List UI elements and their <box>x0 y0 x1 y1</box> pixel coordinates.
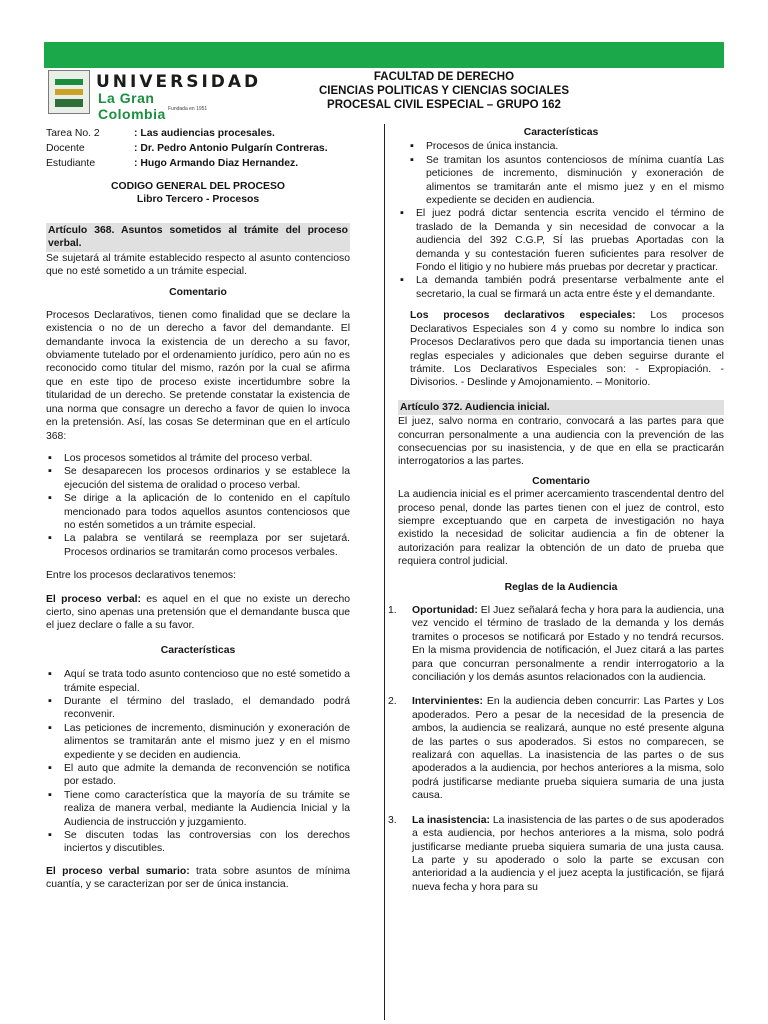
special-processes-label: Los procesos declarativos especiales: <box>410 310 636 322</box>
list-item: ▪ Se desaparecen los procesos ordinarios y se establece la ejecución del sistema de oralidad o proceso verbal. <box>46 465 350 492</box>
university-logo <box>48 70 262 122</box>
list-item: ▪ La palabra se ventilará se reemplaza por ser sujetará. Procesos ordinarios se tramitarán como procesos verbales. <box>46 532 350 559</box>
characteristics-heading: Características <box>160 644 236 656</box>
meta-row <box>46 141 350 156</box>
university-crest-icon <box>48 70 90 114</box>
article-368-title: Artículo 368. Asuntos sometidos al trámite del proceso verbal. <box>46 223 350 252</box>
rule-text: El Juez señalará fecha y hora para la audiencia, una vez vencido el término de traslado de la demanda y los demás tramites o procesos se notificará por Estado y no tendrá recursos. En la misma providencia de notificación, el Juez citará a las partes para que concurran personalmente a rendir interrogatorio a la conciliación y los demás asuntos relacionados con la audiencia. <box>412 605 724 684</box>
summary-extra-bullets <box>398 207 724 301</box>
list-item: ▪ Los procesos sometidos al trámite del proceso verbal. <box>46 452 350 465</box>
list-item: ▪ Se tramitan los asuntos contenciosos de mínima cuantía Las peticiones de incremento, disminución y exoneración de alimentos se tramitarán ante el mismo juez y en el mismo expediente se deciden en audiencia. <box>398 154 724 208</box>
rule-text: En la audiencia deben concurrir: Las Partes y Los apoderados. Pero a pesar de la necesidad de la presencia de ambos, la audiencia se realizará, aunque no esté presente alguna de las partes o sus apoderados. Si estos no comparecen, se realizará con aquellas. La inasistencia de las partes o de sus apoderados a la audiencia, por hechos anteriores a la misma, solo podrá justificarse mediante prueba siquiera sumaria de una justa causa. <box>412 696 724 802</box>
rule-number: 1. <box>388 605 397 616</box>
rule-number: 3. <box>388 814 397 826</box>
header-green-bar <box>44 42 724 68</box>
article-372-text: El juez, salvo norma en contrario, convocará a las partes para que concurran personalmente a una audiencia con la prevención de las consecuencias por su inasistencia, y de que en ella se practicarán interrogatorios a las partes. <box>398 416 724 468</box>
audience-rules-list <box>388 604 724 894</box>
verbal-process-paragraph <box>46 593 350 633</box>
list-item: ▪ Se dirige a la aplicación de lo contenido en el capítulo mencionado para todos aquellos asuntos contenciosos que no estén sometidos a un trámite especial. <box>46 492 350 532</box>
rule-item <box>388 814 724 894</box>
summary-characteristics-bullets <box>398 140 724 207</box>
meta-key: Estudiante <box>46 158 96 169</box>
rule-label: Oportunidad: <box>412 605 478 616</box>
list-item: ▪ El auto que admite la demanda de reconvención se notifica por estado. <box>46 762 350 789</box>
assignment-meta <box>46 126 350 171</box>
list-item: ▪ Aquí se trata todo asunto contencioso que no esté sometido a trámite especial. <box>46 668 350 695</box>
meta-value: : Las audiencias procesales. <box>134 128 275 139</box>
column-divider <box>384 124 385 1020</box>
rule-text: La inasistencia de las partes o de sus apoderados a esta audiencia, por hechos anteriores a la misma, solo podrá justificarse mediante prueba siquiera sumaria de una justa causa. La parte y su apoderado o solo la parte se excusan con anterioridad a la audiencia y el juez acepta la justificación, se fijará nueva fecha y hora para su <box>412 814 724 893</box>
program-title: CIENCIAS POLITICAS Y CIENCIAS SOCIALES <box>318 85 570 97</box>
comment-text: La audiencia inicial es el primer acercamiento trascendental dentro del proceso penal, donde las partes tienen con el juez de control, esto siempre exceptuando que en carpeta de investigación no haya existido la necesidad de solicitar audiencia a fin de obtener la autorización para realizar la obtención de un dato de prueba que requiera control judicial. <box>398 489 724 568</box>
rule-label: La inasistencia: <box>412 814 490 826</box>
list-item: ▪ Las peticiones de incremento, disminución y exoneración de alimentos se tramitarán ante el mismo juez y en el mismo expediente y se deciden en audiencia. <box>46 722 350 762</box>
summary-verbal-label: El proceso verbal sumario: <box>46 865 190 877</box>
rule-label: Intervinientes: <box>412 696 484 708</box>
logo-founded-text: Fundada en 1951 <box>168 106 208 112</box>
comment-heading: Comentario <box>169 287 227 299</box>
course-title: PROCESAL CIVIL ESPECIAL – GRUPO 162 <box>327 99 561 111</box>
logo-university-text: UNIVERSIDAD <box>96 72 262 92</box>
summary-verbal-text: trata sobre asuntos de mínima cuantía, y se caracterizan por ser de única instancia. <box>46 865 350 891</box>
rule-item <box>388 695 724 802</box>
rules-heading: Reglas de la Audiencia <box>504 581 618 593</box>
code-subtitle: Libro Tercero - Procesos <box>136 194 260 206</box>
list-item: ▪ El juez podrá dictar sentencia escrita vencido el término de traslado de la Demanda y sin necesidad de convocar a la audiencia del 392 C.G.P, SÍ las pruebas Aportadas con la demanda y su contestación fueren suficientes para resolver de Fondo el litigio y no hubiere más pruebas por decretar y practicar. <box>398 207 724 274</box>
meta-value: : Dr. Pedro Antonio Pulgarín Contreras. <box>134 143 328 154</box>
code-title: CODIGO GENERAL DEL PROCESO <box>111 181 285 192</box>
verbal-process-text: es aquel en el que no existe un derecho cierto, sino apenas una pretensión que el demandante busca que el juez declare o falle a su favor. <box>46 593 350 632</box>
meta-key: Docente <box>46 143 85 154</box>
meta-value: : Hugo Armando Diaz Hernandez. <box>134 158 299 169</box>
verbal-process-label: El proceso verbal: <box>46 593 141 605</box>
faculty-title: FACULTAD DE DERECHO <box>373 71 515 83</box>
right-column <box>388 126 724 894</box>
list-item: ▪ Durante el término del traslado, el demandado podrá reconvenir. <box>46 695 350 722</box>
characteristics-heading: Características <box>523 127 599 138</box>
list-item: ▪ Procesos de única instancia. <box>398 140 724 153</box>
list-item: ▪ La demanda también podrá presentarse verbalmente ante el secretario, la cual se firmará un acta entre éste y el demandante. <box>398 274 724 301</box>
article-368-bullets <box>46 452 350 559</box>
comment-text: Procesos Declarativos, tienen como finalidad que se declare la existencia o no de un derecho a favor del demandante. El demandante invoca la existencia de un derecho a su favor, obviamente tutelado por el ordenamiento jurídico, pero aún no es reconocido como titular del mismo, razón por la cual se afirma que en este tipo de proceso existe incertidumbre sobre la titularidad de un derecho. Se pretende constatar la existencia de una norma que consagre un derecho a favor de quien lo invoca en la pretensión. Así, las cosas Se determinan que en el artículo 368: <box>46 309 350 442</box>
summary-verbal-paragraph <box>46 865 350 892</box>
meta-key: Tarea No. 2 <box>46 128 100 139</box>
declarative-intro: Entre los procesos declarativos tenemos: <box>46 570 237 582</box>
header-titles <box>224 70 664 112</box>
comment-heading: Comentario <box>532 475 590 487</box>
article-372-title: Artículo 372. Audiencia inicial. <box>398 400 724 415</box>
left-column <box>46 126 350 892</box>
meta-row <box>46 126 350 141</box>
document-header <box>44 68 724 122</box>
special-processes-paragraph <box>398 309 724 389</box>
special-processes-text: Los procesos Declarativos Especiales son 4 y como su nombre lo indica son Procesos Declarativos pero que dada su importancia tienen unas reglas especiales y adicionales que deben seguirse durante el trámite. Los Declarativos Especiales son: - Expropiación. - Divisorios. - Deslinde y Amojonamiento. – Monitorio. <box>410 310 724 389</box>
list-item: ▪ Tiene como característica que la mayoría de su trámite se realiza de manera verbal, mediante la Audiencia Inicial y la Audiencia de instrucción y juzgamiento. <box>46 789 350 829</box>
list-item: ▪ Se discuten todas las controversias con los derechos inciertos y discutibles. <box>46 829 350 856</box>
verbal-process-bullets <box>46 668 350 856</box>
article-368-text: Se sujetará al trámite establecido respecto al asunto contencioso que no esté sometido a un trámite especial. <box>46 252 350 278</box>
meta-row <box>46 156 350 171</box>
rule-item <box>388 604 724 684</box>
rule-number: 2. <box>388 696 397 708</box>
logo-name-text: La Gran Colombia <box>98 90 166 122</box>
